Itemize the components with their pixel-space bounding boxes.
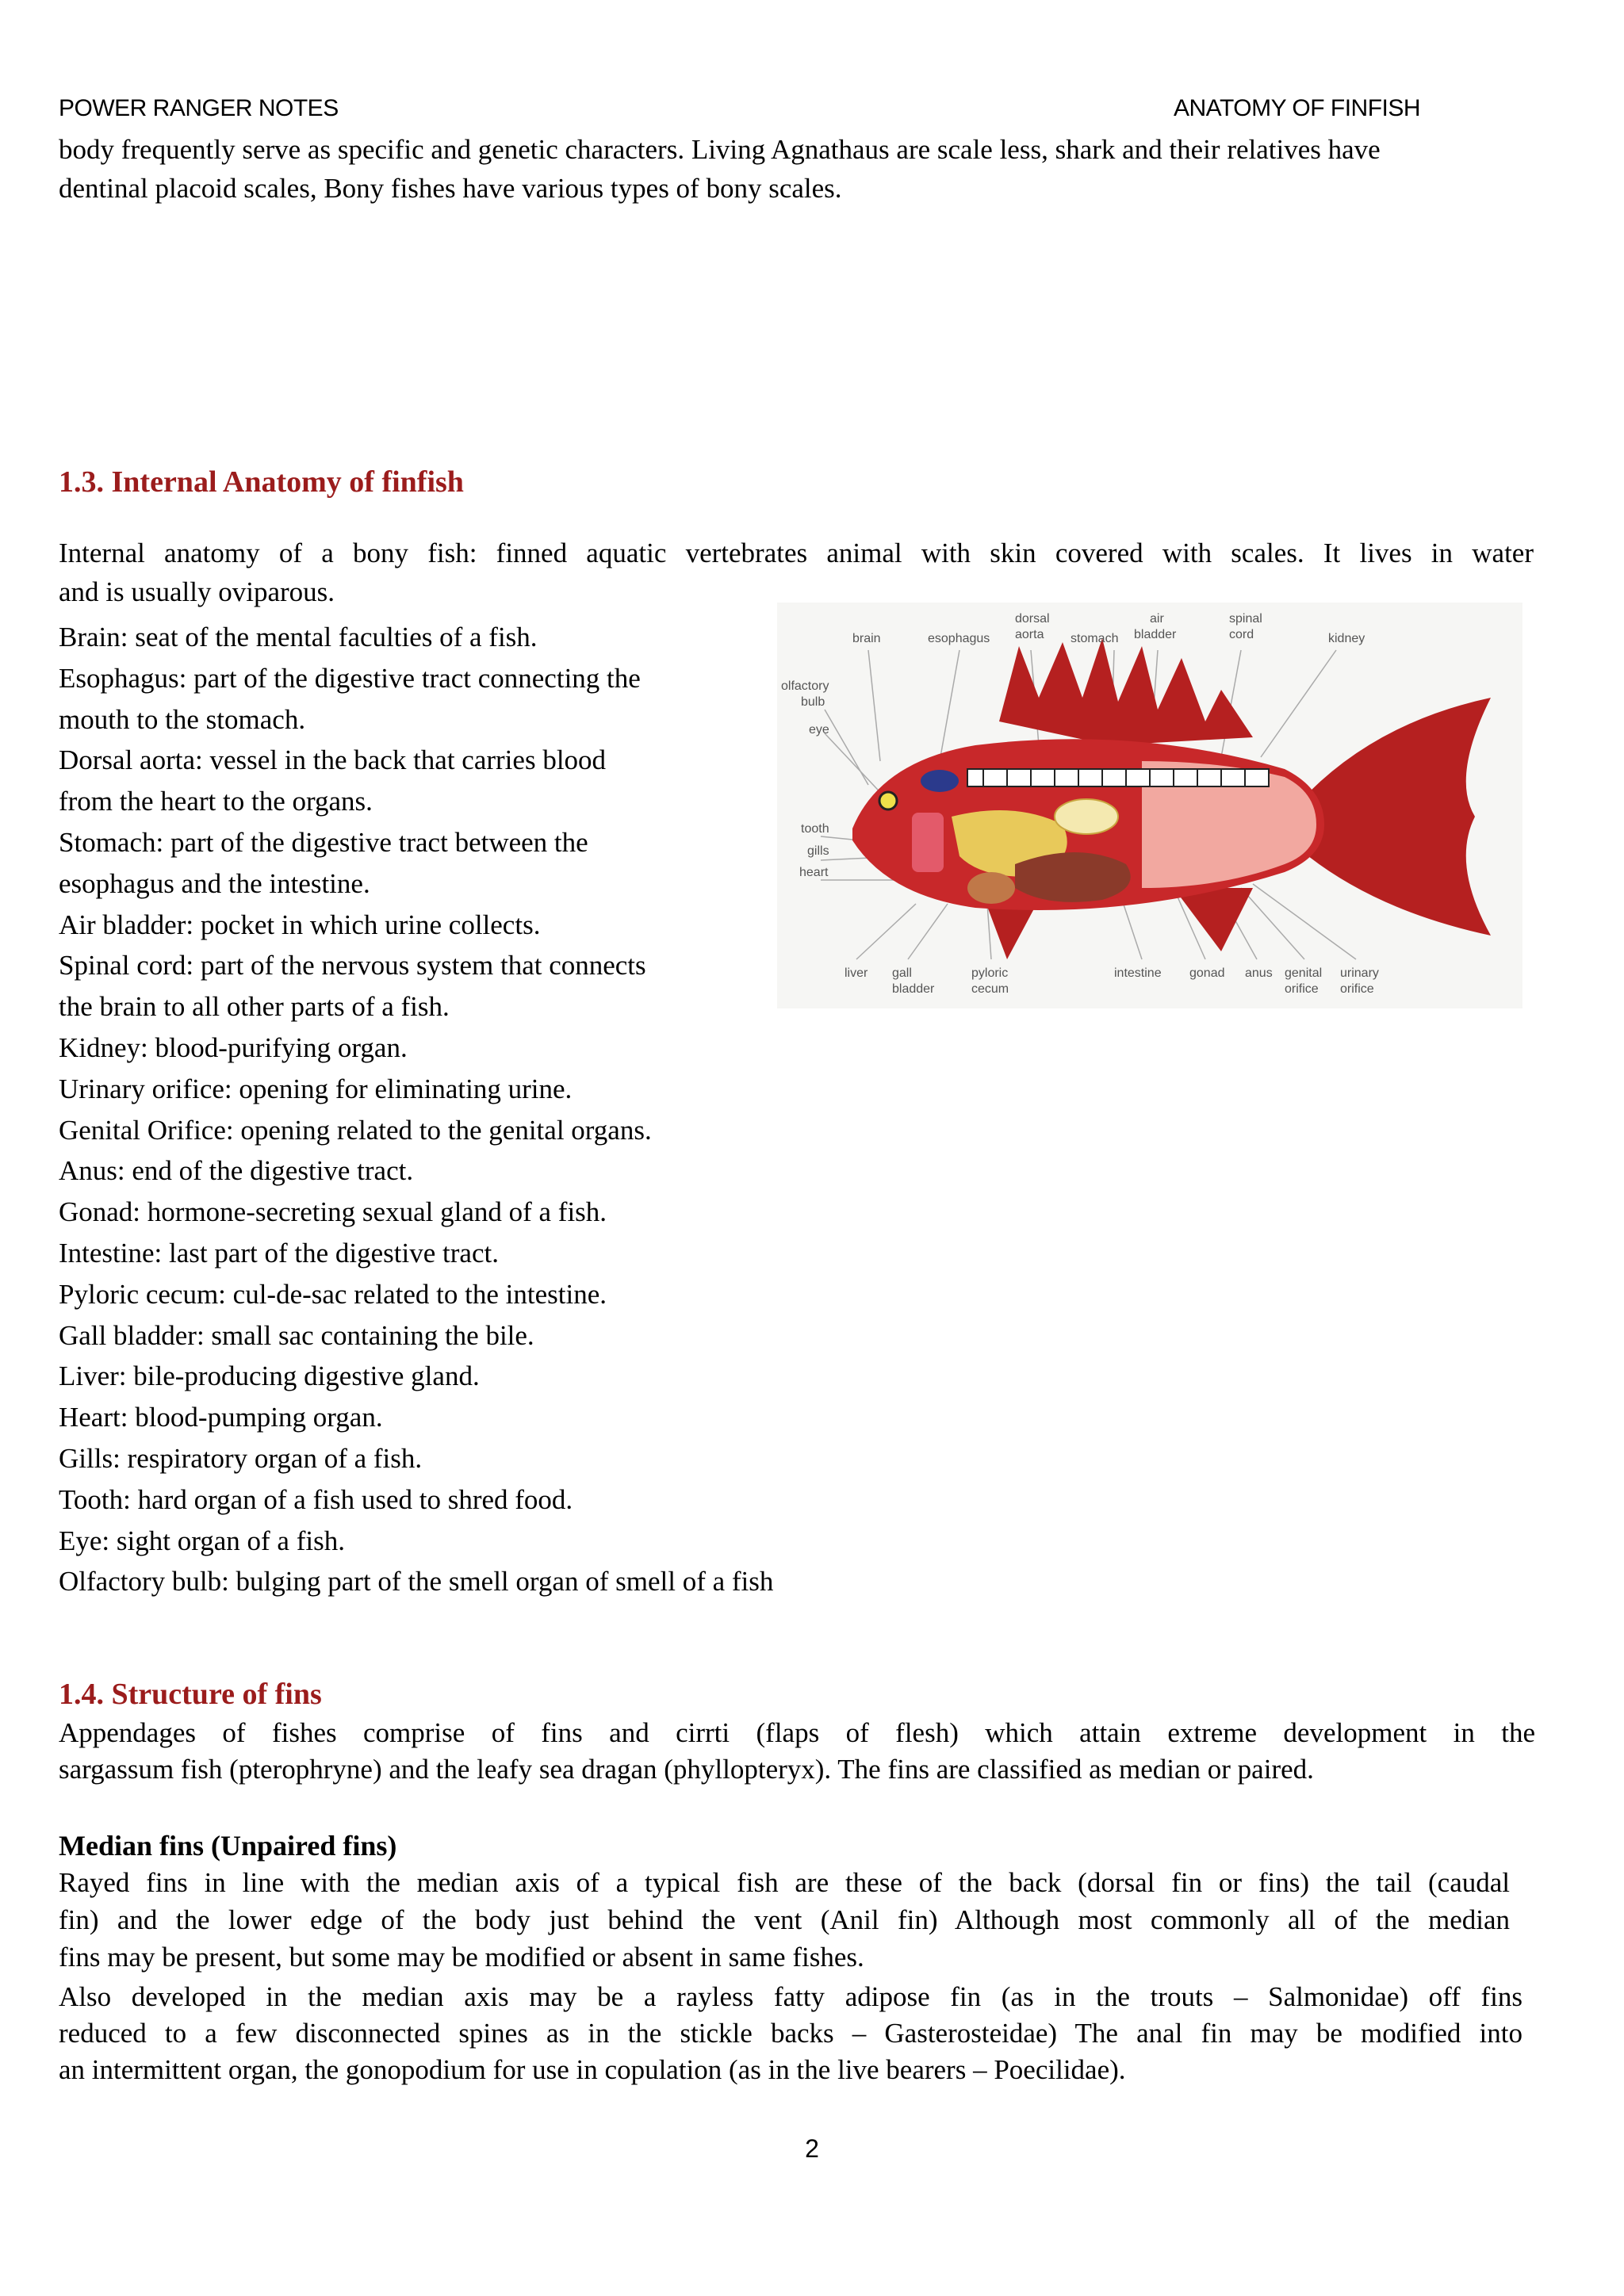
label-spinal: spinal <box>1229 612 1262 626</box>
intro-line-1: body frequently serve as specific and genetic characters. Living Agnathaus are scale less, shark and their relatives have <box>59 134 1381 165</box>
list-item: Anus: end of the digestive tract. <box>59 1155 414 1187</box>
list-item: Gall bladder: small sac containing the bile. <box>59 1319 534 1351</box>
label-anus: anus <box>1245 966 1273 980</box>
label-aorta: aorta <box>1015 628 1044 641</box>
eye-shape <box>879 792 897 809</box>
intestine-shape <box>1015 852 1131 902</box>
median-para1-line-1: Rayed fins in line with the median axis of a typical fish are these of the back (dorsal fin or fins) the tail (caudal <box>59 1867 1510 1898</box>
label-dorsal: dorsal <box>1015 612 1050 626</box>
label-urinary: urinary <box>1340 966 1379 980</box>
dorsal-fin-shape <box>999 638 1253 745</box>
list-item: Pyloric cecum: cul-de-sac related to the intestine. <box>59 1278 607 1310</box>
list-item: Kidney: blood-purifying organ. <box>59 1031 408 1063</box>
intro-paragraph <box>59 130 1565 208</box>
anal-fin-shape <box>1174 888 1253 951</box>
fins-intro-line-1: Appendages of fishes comprise of fins and cirrti (flaps of flesh) which attain extreme development in the <box>59 1717 1535 1748</box>
median-para2-line-1: Also developed in the median axis may be a rayless fatty adipose fin (as in the trouts – Salmonidae) off fins <box>59 1981 1522 2012</box>
median-para1-line-2: fin) and the lower edge of the body just behind the vent (Anil fin) Although most commonly all of the median <box>59 1904 1510 1935</box>
air-bladder-shape <box>1055 799 1118 834</box>
running-header-right: ANATOMY OF FINFISH <box>1174 95 1421 121</box>
list-item: Olfactory bulb: bulging part of the smell organ of smell of a fish <box>59 1566 774 1598</box>
list-item: Brain: seat of the mental faculties of a fish. <box>59 622 538 652</box>
list-item: Tooth: hard organ of a fish used to shred food. <box>59 1483 573 1515</box>
list-item: esophagus and the intestine. <box>59 867 370 899</box>
lead-line-2: and is usually oviparous. <box>59 576 335 607</box>
median-para1-line-3: fins may be present, but some may be modified or absent in same fishes. <box>59 1942 864 1973</box>
median-para2-line-2: reduced to a few disconnected spines as in the stickle backs – Gasterosteidae) The anal fin may be modified into <box>59 2018 1522 2049</box>
section-heading-internal-anatomy: 1.3. Internal Anatomy of finfish <box>59 465 464 499</box>
median-fins-paragraph-1 <box>59 1864 1510 1976</box>
label-cecum: cecum <box>971 982 1009 996</box>
list-item: mouth to the stomach. <box>59 703 306 735</box>
label-genital: genital <box>1285 966 1323 980</box>
fins-intro-paragraph <box>59 1715 1535 1788</box>
section-heading-structure-of-fins: 1.4. Structure of fins <box>59 1678 322 1711</box>
list-item: Heart: blood-pumping organ. <box>59 1402 383 1433</box>
running-header-left: POWER RANGER NOTES <box>59 95 339 121</box>
median-fins-paragraph-2 <box>59 1979 1522 2088</box>
label-air: air <box>1150 612 1164 626</box>
list-item: Intestine: last part of the digestive tract. <box>59 1237 499 1269</box>
label-kidney: kidney <box>1328 632 1365 645</box>
lead-line-1: Internal anatomy of a bony fish: finned aquatic vertebrates animal with skin covered with scales. It lives in water <box>59 538 1534 568</box>
list-item: Eye: sight organ of a fish. <box>59 1525 345 1556</box>
label-gills: gills <box>807 844 829 858</box>
internal-anatomy-lead <box>59 534 1534 611</box>
subheading-median-fins: Median fins (Unpaired fins) <box>59 1830 397 1862</box>
label-tooth: tooth <box>801 822 829 836</box>
intro-line-2: dentinal placoid scales, Bony fishes have various types of bony scales. <box>59 173 842 204</box>
label-liver: liver <box>845 966 868 980</box>
list-item: Gills: respiratory organ of a fish. <box>59 1442 423 1474</box>
label-olfactory: olfactory <box>781 679 829 693</box>
label-stomach: stomach <box>1071 632 1119 645</box>
label-genital-orifice: orifice <box>1285 982 1319 996</box>
list-item: from the heart to the organs. <box>59 786 373 817</box>
label-esophagus: esophagus <box>928 632 990 645</box>
list-item: Urinary orifice: opening for eliminating urine. <box>59 1073 573 1104</box>
label-cord: cord <box>1229 628 1254 641</box>
list-item: Stomach: part of the digestive tract between the <box>59 826 588 858</box>
brain-shape <box>921 770 959 792</box>
label-air-bladder: bladder <box>1134 628 1177 641</box>
list-item: Air bladder: pocket in which urine collects. <box>59 909 541 940</box>
heart-shape <box>967 872 1015 904</box>
label-eye: eye <box>809 723 829 737</box>
label-gall-bladder: bladder <box>892 982 935 996</box>
gills-shape <box>912 813 944 872</box>
list-item: Genital Orifice: opening related to the genital organs. <box>59 1114 652 1146</box>
list-item: Spinal cord: part of the nervous system that connects <box>59 950 646 982</box>
fish-anatomy-figure <box>777 603 1522 1008</box>
list-item: Liver: bile-producing digestive gland. <box>59 1360 480 1392</box>
label-brain: brain <box>852 632 881 645</box>
median-para2-line-3: an intermittent organ, the gonopodium for use in copulation (as in the live bearers – Poecilidae). <box>59 2054 1126 2085</box>
fish-anatomy-diagram <box>777 603 1522 1008</box>
list-item: Gonad: hormone-secreting sexual gland of a fish. <box>59 1196 607 1228</box>
label-heart: heart <box>799 866 829 879</box>
page-number: 2 <box>805 2134 819 2163</box>
list-item: the brain to all other parts of a fish. <box>59 991 450 1023</box>
label-gonad: gonad <box>1189 966 1225 980</box>
label-bulb: bulb <box>801 695 825 709</box>
label-intestine: intestine <box>1114 966 1162 980</box>
list-item: Dorsal aorta: vessel in the back that carries blood <box>59 744 607 776</box>
label-pyloric: pyloric <box>971 966 1009 980</box>
list-item: Esophagus: part of the digestive tract connecting the <box>59 662 641 694</box>
label-urinary-orifice: orifice <box>1340 982 1374 996</box>
label-gall: gall <box>892 966 912 980</box>
fins-intro-line-2: sargassum fish (pterophryne) and the leafy sea dragan (phyllopteryx). The fins are classified as median or paired. <box>59 1754 1314 1785</box>
caudal-fin-shape <box>1308 698 1491 936</box>
organ-definition-list <box>59 617 773 1602</box>
spinal-column-shape <box>967 769 1269 786</box>
